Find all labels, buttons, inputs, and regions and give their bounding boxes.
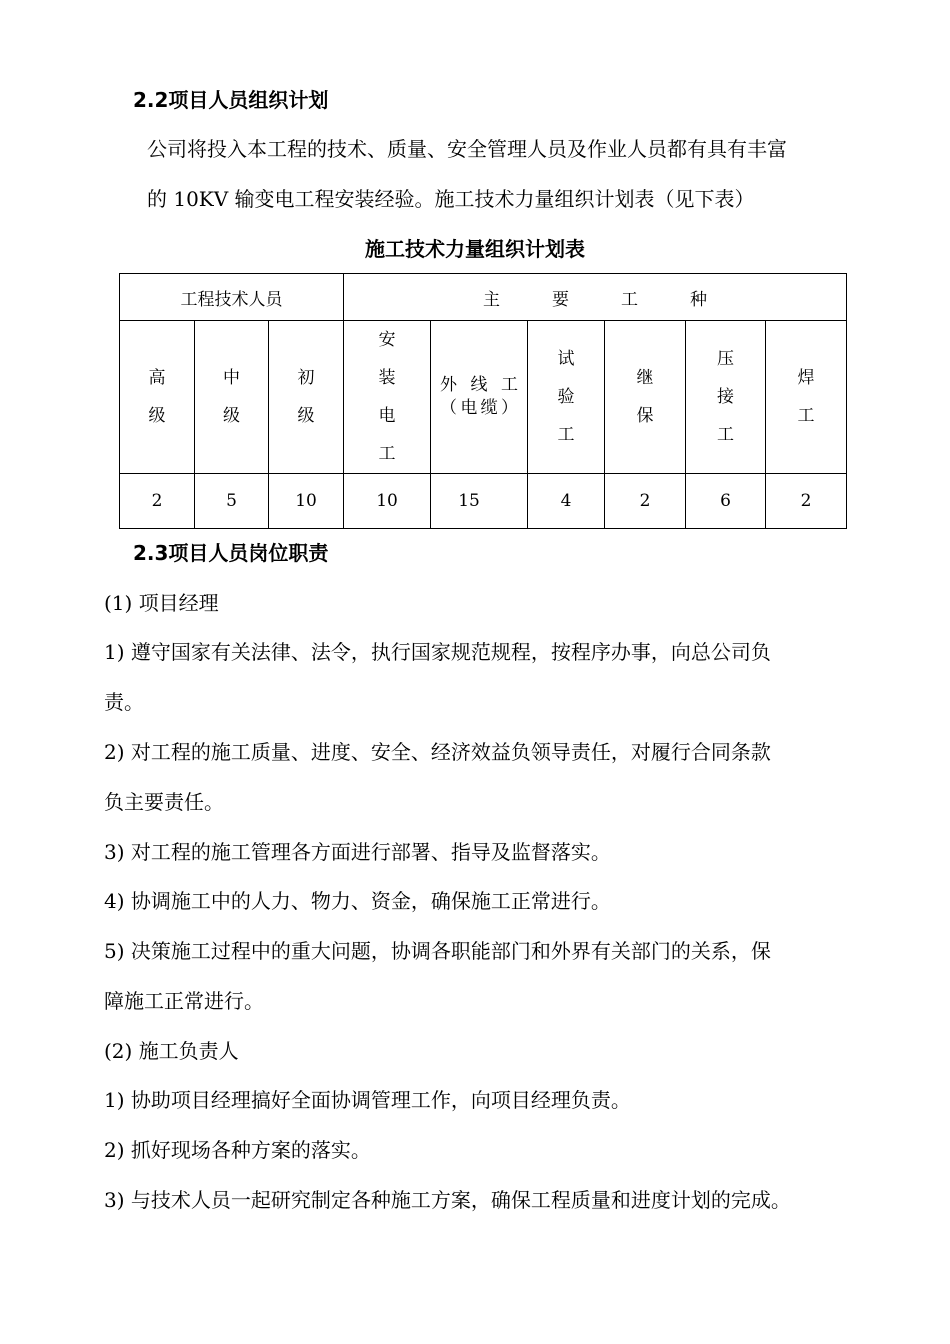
role-cell — [120, 321, 195, 474]
intro-paragraph-line-2: 的 10KV 输变电工程安装经验。施工技术力量组织计划表（见下表） — [147, 187, 755, 211]
role-cell — [431, 321, 528, 474]
list-item: 1) 协助项目经理搞好全面协调管理工作，向项目经理负责。 — [104, 1088, 631, 1112]
role-cell — [605, 321, 686, 474]
role-label: 试验工 — [557, 349, 575, 445]
table-role-row — [120, 321, 847, 474]
role-cell — [528, 321, 605, 474]
header-trade-char: 主 — [483, 289, 501, 310]
role-label: 高级 — [148, 368, 166, 426]
header-main-trades — [344, 274, 847, 321]
section-heading-2-2: 2.2项目人员组织计划 — [133, 88, 329, 112]
header-tech-staff: 工程技术人员 — [120, 274, 344, 321]
role-label: 中级 — [222, 368, 240, 426]
role-cell — [344, 321, 431, 474]
role-cell — [766, 321, 847, 474]
role-cell — [195, 321, 269, 474]
table-title: 施工技术力量组织计划表 — [365, 237, 585, 261]
header-trade-char: 工 — [621, 289, 639, 310]
subsection-title-construction-lead: (2) 施工负责人 — [104, 1039, 239, 1063]
list-item: 1) 遵守国家有关法律、法令，执行国家规范规程，按程序办事，向总公司负 — [104, 640, 771, 664]
header-trade-char: 种 — [690, 289, 708, 310]
staffing-plan-table — [119, 273, 847, 529]
value-cell: 2 — [120, 474, 195, 529]
list-item: 责。 — [104, 690, 144, 714]
header-trade-char: 要 — [552, 289, 570, 310]
table-header-row — [120, 274, 847, 321]
role-label: 继保 — [636, 368, 654, 426]
table-value-row — [120, 474, 847, 529]
list-item: 3) 与技术人员一起研究制定各种施工方案，确保工程质量和进度计划的完成。 — [104, 1188, 791, 1212]
value-cell: 4 — [528, 474, 605, 529]
value-cell: 10 — [269, 474, 344, 529]
value-cell: 2 — [766, 474, 847, 529]
value-cell: 6 — [686, 474, 766, 529]
role-cell — [686, 321, 766, 474]
value-cell: 15 — [431, 474, 528, 529]
role-label: 安装电工 — [378, 330, 396, 464]
value-cell: 5 — [195, 474, 269, 529]
role-cell — [269, 321, 344, 474]
role-label: 焊工 — [797, 368, 815, 426]
list-item: 3) 对工程的施工管理各方面进行部署、指导及监督落实。 — [104, 840, 611, 864]
subsection-title-project-manager: (1) 项目经理 — [104, 591, 219, 615]
list-item: 5) 决策施工过程中的重大问题，协调各职能部门和外界有关部门的关系，保 — [104, 939, 771, 963]
list-item: 负主要责任。 — [104, 790, 224, 814]
list-item: 4) 协调施工中的人力、物力、资金，确保施工正常进行。 — [104, 889, 611, 913]
value-cell: 10 — [344, 474, 431, 529]
list-item: 2) 对工程的施工质量、进度、安全、经济效益负领导责任，对履行合同条款 — [104, 740, 771, 764]
list-item: 2) 抓好现场各种方案的落实。 — [104, 1138, 371, 1162]
value-cell: 2 — [605, 474, 686, 529]
list-item: 障施工正常进行。 — [104, 989, 264, 1013]
role-label: 外线工（电缆） — [440, 375, 519, 418]
intro-paragraph-line-1: 公司将投入本工程的技术、质量、安全管理人员及作业人员都有具有丰富 — [147, 137, 787, 161]
role-label: 压接工 — [717, 349, 734, 445]
role-label: 初级 — [297, 368, 315, 426]
section-heading-2-3: 2.3项目人员岗位职责 — [133, 541, 329, 565]
